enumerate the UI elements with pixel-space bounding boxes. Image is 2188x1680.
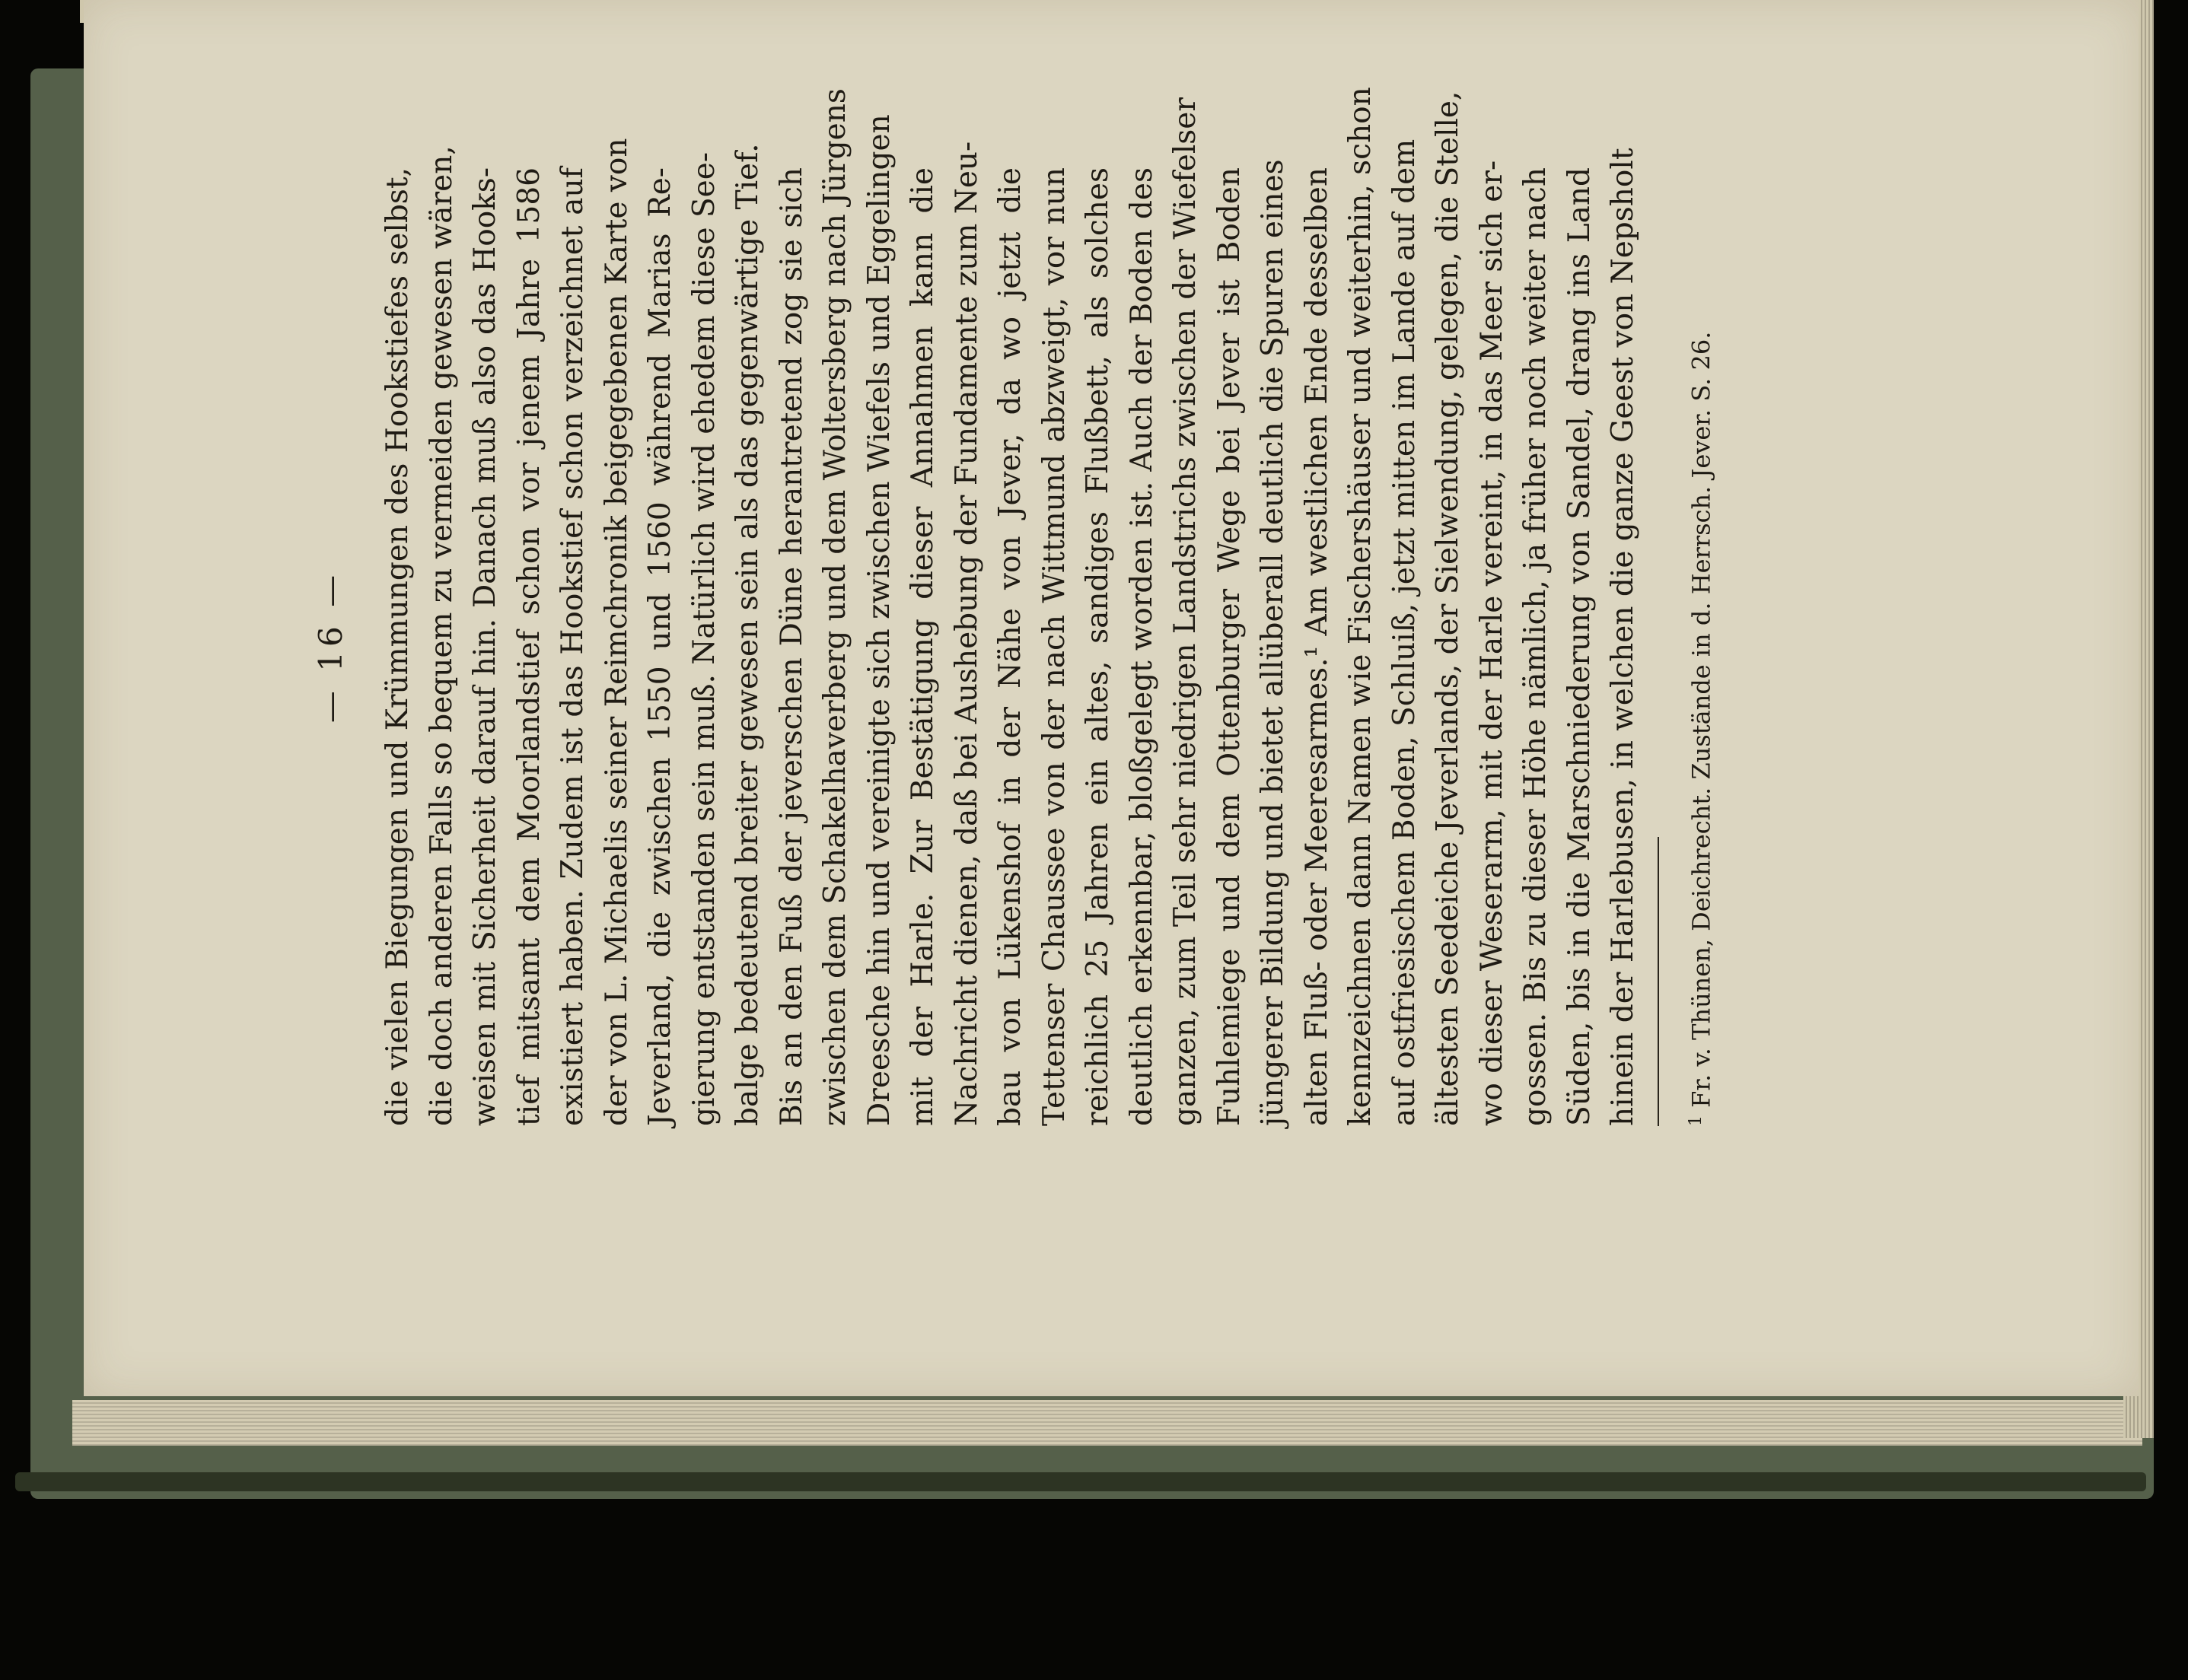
text-line: weisen mit Sicherheit darauf hin. Danach muß also das Hooks- bbox=[468, 167, 502, 1126]
footnote bbox=[1686, 167, 1716, 1126]
footnote-marker: 1 bbox=[1686, 1115, 1705, 1126]
footnote-rule bbox=[1658, 837, 1659, 1126]
footnote-text: Fr. v. Thünen, Deichrecht. Zustände in d. Herrsch. Jever. S. 26. bbox=[1686, 331, 1716, 1108]
text-line: bau von Lükenshof in der Nähe von Jever, da wo jetzt die bbox=[993, 167, 1027, 1126]
text-line: ältesten Seedeiche Jeverlands, der Sielwendung, gelegen, die Stelle, bbox=[1431, 91, 1465, 1126]
book-cover-edge bbox=[15, 1472, 2146, 1491]
text-line: jüngerer Bildung und bietet allüberall deutlich die Spuren eines bbox=[1256, 159, 1290, 1126]
text-line: der von L. Michaelis seiner Reimchronik beigegebenen Karte von bbox=[599, 138, 634, 1126]
text-line: gossen. Bis zu dieser Höhe nämlich, ja früher noch weiter nach bbox=[1518, 167, 1553, 1126]
text-line: kennzeichnen dann Namen wie Fischershäuser und weiterhin, schon bbox=[1343, 87, 1377, 1126]
text-line: die doch anderen Falls so bequem zu vermeiden gewesen wären, bbox=[424, 145, 459, 1126]
text-line: Bis an den Fuß der jeverschen Düne herantretend zog sie sich bbox=[774, 167, 809, 1126]
text-line: mit der Harle. Zur Bestätigung dieser Annahmen kann die bbox=[906, 167, 940, 1126]
text-line: Nachricht dienen, daß bei Aushebung der Fundamente zum Neu- bbox=[949, 141, 984, 1126]
text-line: ganzen, zum Teil sehr niedrigen Landstrichs zwischen der Wiefelser bbox=[1168, 97, 1202, 1126]
text-line: existiert haben. Zudem ist das Hookstief schon verzeichnet auf bbox=[556, 167, 590, 1126]
text-line: balge bedeutend breiter gewesen sein als das gegenwärtige Tief. bbox=[731, 143, 765, 1126]
text-line: tief mitsamt dem Moorlandstief schon vor jenem Jahre 1586 bbox=[511, 167, 546, 1126]
text-line: Tettenser Chaussee von der nach Wittmund abzweigt, vor nun bbox=[1037, 167, 1072, 1126]
text-line: reichlich 25 Jahren ein altes, sandiges Flußbett, als solches bbox=[1081, 167, 1115, 1126]
page-stack-bottom bbox=[72, 1400, 2142, 1446]
page-number: — 16 — bbox=[312, 570, 349, 724]
text-line: hinein der Harlebusen, in welchen die ganze Geest von Nepsholt bbox=[1606, 148, 1640, 1126]
text-line: Dreesche hin und vereinigte sich zwischen Wiefels und Eggelingen bbox=[862, 114, 897, 1126]
text-line: gierung entstanden sein muß. Natürlich wird ehedem diese See- bbox=[686, 151, 721, 1126]
text-line: alten Fluß- oder Meeresarmes.¹ Am westlichen Ende desselben bbox=[1299, 167, 1334, 1126]
text-line: wo dieser Weserarm, mit der Harle vereint, in das Meer sich er- bbox=[1474, 160, 1509, 1126]
text-line: Fuhlemiege und dem Ottenburger Wege bei Jever ist Boden bbox=[1212, 167, 1247, 1126]
text-line: deutlich erkennbar, bloßgelegt worden ist. Auch der Boden des bbox=[1124, 167, 1159, 1126]
text-line: Jeverland, die zwischen 1550 und 1560 während Marias Re- bbox=[643, 167, 677, 1126]
text-line: Süden, bis in die Marschniederung von Sandel, drang ins Land bbox=[1562, 167, 1597, 1126]
text-line: auf ostfriesischem Boden, Schluiß, jetzt mitten im Lande auf dem bbox=[1387, 138, 1422, 1126]
rotated-text-block bbox=[312, 87, 1827, 1126]
text-line: die vielen Biegungen und Krümmungen des Hookstiefes selbst, bbox=[381, 167, 415, 1126]
text-line: zwischen dem Schakelhaverberg und dem Woltersberg nach Jürgens bbox=[818, 88, 852, 1126]
